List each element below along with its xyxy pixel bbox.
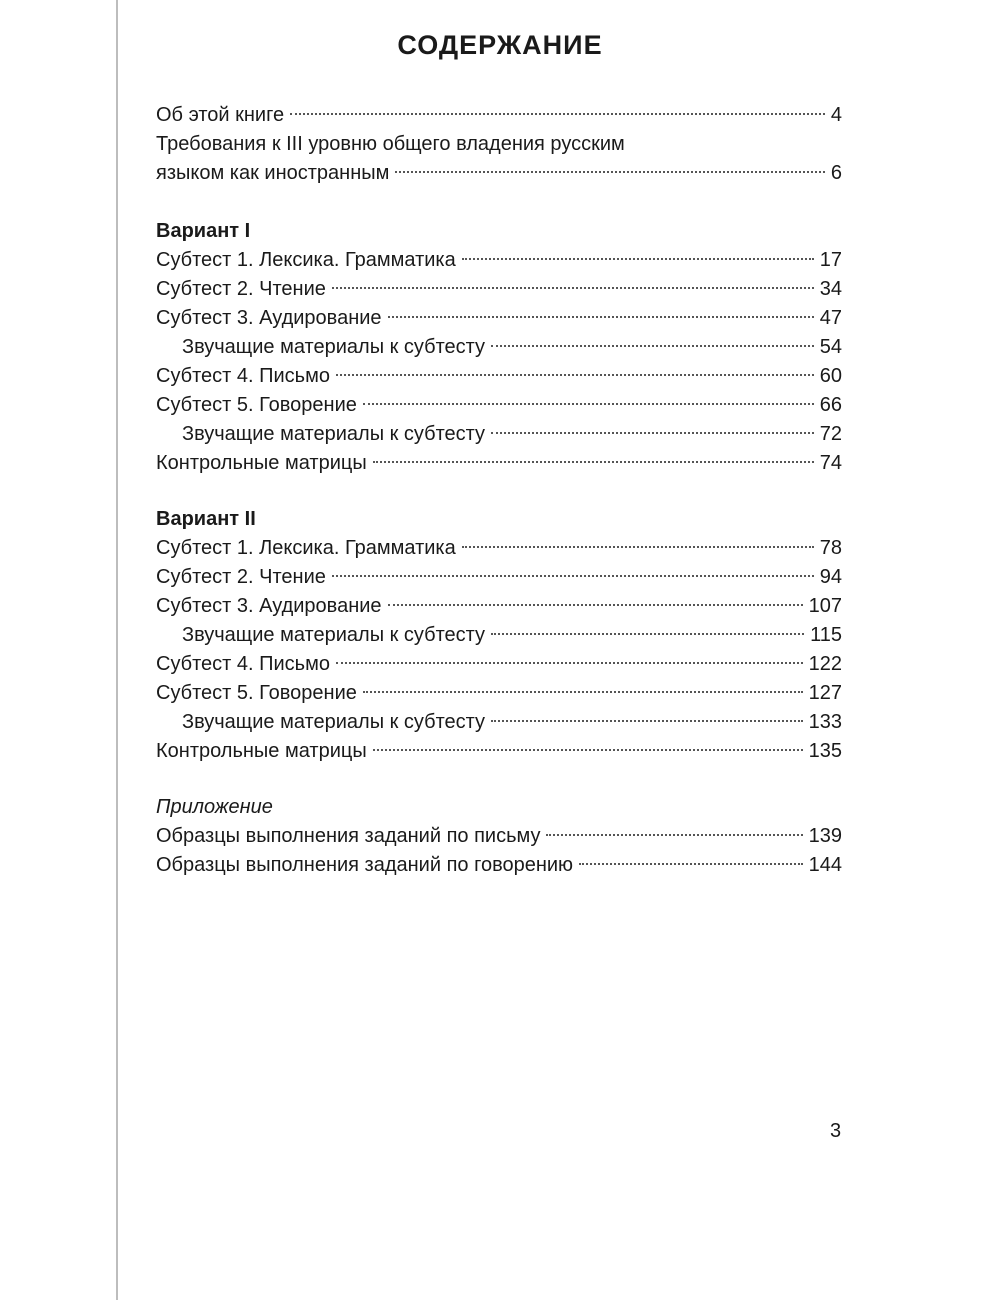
toc-variant-1 bbox=[156, 217, 842, 478]
toc-entry[interactable] bbox=[156, 822, 842, 851]
section-heading-appendix: Приложение bbox=[156, 796, 273, 818]
toc-entry-page: 139 bbox=[808, 825, 842, 847]
toc-entry-page: 34 bbox=[819, 278, 842, 300]
page-title: СОДЕРЖАНИЕ bbox=[397, 30, 603, 60]
toc-entry-page: 54 bbox=[819, 336, 842, 358]
page-edge-line bbox=[116, 0, 118, 1300]
toc-entry-label: языком как иностранным bbox=[156, 162, 390, 184]
toc-entry-label: Образцы выполнения заданий по говорению bbox=[156, 854, 574, 876]
toc-entry[interactable] bbox=[156, 362, 842, 391]
toc-entry-page: 47 bbox=[819, 307, 842, 329]
dot-leader bbox=[462, 258, 814, 260]
dot-leader bbox=[336, 374, 814, 376]
toc-entry-label: Субтест 5. Говорение bbox=[156, 394, 357, 416]
dot-leader bbox=[332, 287, 814, 289]
dot-leader bbox=[491, 345, 814, 347]
toc-entry-label: Об этой книге bbox=[156, 104, 285, 126]
toc-entry-about[interactable] bbox=[156, 101, 842, 130]
dot-leader bbox=[491, 432, 814, 434]
section-heading-variant-2: Вариант II bbox=[156, 508, 256, 530]
toc-entry-label: Субтест 2. Чтение bbox=[156, 278, 326, 300]
toc-entry-label: Контрольные матрицы bbox=[156, 740, 367, 762]
toc-entry[interactable] bbox=[156, 851, 842, 880]
toc-entry-page: 66 bbox=[819, 394, 842, 416]
toc-entry-label: Образцы выполнения заданий по письму bbox=[156, 825, 541, 847]
dot-leader bbox=[579, 863, 803, 865]
toc-entry-page: 127 bbox=[808, 682, 842, 704]
toc-entry-label: Субтест 1. Лексика. Грамматика bbox=[156, 249, 456, 271]
page-number: 3 bbox=[830, 1120, 842, 1142]
toc-entry-page: 4 bbox=[830, 104, 842, 126]
toc-entry-label: Звучащие материалы к субтесту bbox=[182, 336, 486, 358]
toc-entry[interactable] bbox=[156, 275, 842, 304]
toc-variant-2 bbox=[156, 505, 842, 766]
toc-entry-label: Звучащие материалы к субтесту bbox=[182, 711, 486, 733]
toc-entry[interactable] bbox=[156, 449, 842, 478]
toc-intro bbox=[156, 101, 842, 188]
toc-entry-requirements-line1: Требования к III уровню общего владения русским bbox=[156, 133, 625, 155]
toc-entry-label: Субтест 4. Письмо bbox=[156, 653, 330, 675]
dot-leader bbox=[332, 575, 814, 577]
dot-leader bbox=[388, 316, 814, 318]
toc-entry-label: Звучащие материалы к субтесту bbox=[182, 624, 486, 646]
toc-entry[interactable] bbox=[156, 737, 842, 766]
toc-entry[interactable] bbox=[156, 563, 842, 592]
toc-entry[interactable] bbox=[156, 304, 842, 333]
toc-entry-page: 135 bbox=[808, 740, 842, 762]
toc-entry-label: Субтест 2. Чтение bbox=[156, 566, 326, 588]
toc-entry-requirements[interactable] bbox=[156, 159, 842, 188]
section-heading-variant-1: Вариант I bbox=[156, 220, 251, 242]
toc-entry-page: 74 bbox=[819, 452, 842, 474]
toc-subentry[interactable] bbox=[156, 420, 842, 449]
toc-entry-page: 144 bbox=[808, 854, 842, 876]
toc-subentry[interactable] bbox=[156, 333, 842, 362]
dot-leader bbox=[290, 113, 825, 115]
dot-leader bbox=[373, 461, 814, 463]
dot-leader bbox=[363, 403, 814, 405]
toc-subentry[interactable] bbox=[156, 708, 842, 737]
toc-entry-page: 72 bbox=[819, 423, 842, 445]
toc-entry-page: 115 bbox=[810, 624, 842, 646]
toc-entry-page: 133 bbox=[808, 711, 842, 733]
dot-leader bbox=[546, 834, 802, 836]
toc-entry-label: Субтест 5. Говорение bbox=[156, 682, 357, 704]
toc-entry-page: 122 bbox=[808, 653, 842, 675]
toc-entry-page: 60 bbox=[819, 365, 842, 387]
toc-entry-label: Субтест 4. Письмо bbox=[156, 365, 330, 387]
dot-leader bbox=[388, 604, 803, 606]
toc-entry[interactable] bbox=[156, 534, 842, 563]
toc-entry-label: Контрольные матрицы bbox=[156, 452, 367, 474]
dot-leader bbox=[363, 691, 803, 693]
toc-entry[interactable] bbox=[156, 679, 842, 708]
dot-leader bbox=[373, 749, 803, 751]
toc-entry[interactable] bbox=[156, 246, 842, 275]
toc-appendix bbox=[156, 793, 842, 880]
toc-entry-label: Субтест 3. Аудирование bbox=[156, 307, 382, 329]
toc-entry-page: 107 bbox=[808, 595, 842, 617]
toc-entry-page: 6 bbox=[830, 162, 842, 184]
toc-entry-page: 78 bbox=[819, 537, 842, 559]
dot-leader bbox=[491, 633, 804, 635]
toc-subentry[interactable] bbox=[156, 621, 842, 650]
toc-entry[interactable] bbox=[156, 391, 842, 420]
dot-leader bbox=[462, 546, 814, 548]
dot-leader bbox=[395, 171, 825, 173]
toc-entry-label: Субтест 3. Аудирование bbox=[156, 595, 382, 617]
toc-entry-page: 17 bbox=[819, 249, 842, 271]
toc-entry[interactable] bbox=[156, 592, 842, 621]
toc-entry-label: Субтест 1. Лексика. Грамматика bbox=[156, 537, 456, 559]
dot-leader bbox=[336, 662, 803, 664]
toc-entry[interactable] bbox=[156, 650, 842, 679]
toc-entry-label: Звучащие материалы к субтесту bbox=[182, 423, 486, 445]
toc-entry-page: 94 bbox=[819, 566, 842, 588]
dot-leader bbox=[491, 720, 803, 722]
